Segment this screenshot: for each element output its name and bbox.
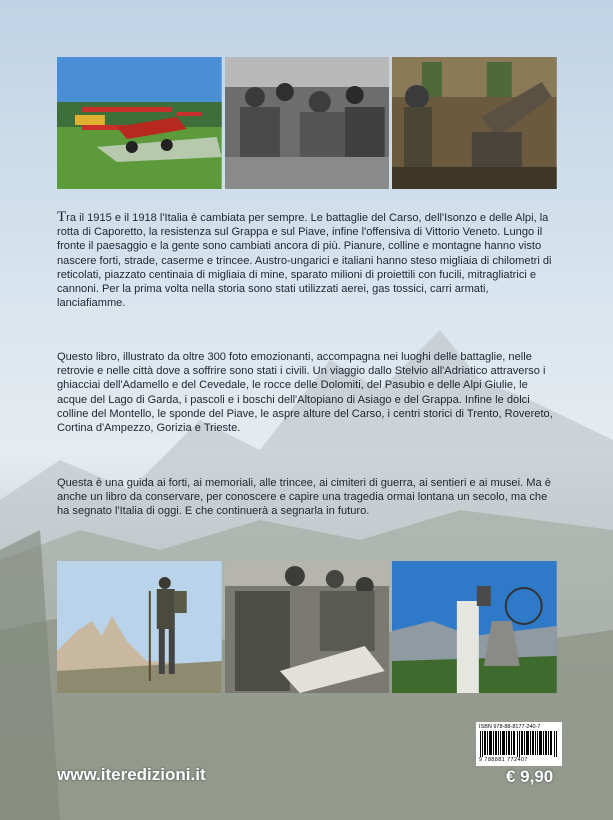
biplane-photo	[57, 57, 222, 189]
publisher-website[interactable]: www.iteredizioni.it	[57, 765, 206, 784]
memorial-bell-photo	[392, 561, 557, 693]
bottom-photo-strip	[57, 561, 557, 693]
barcode-box	[476, 722, 562, 766]
isbn-label: ISBN 978-88-8177-240-7	[479, 724, 541, 730]
price-label: € 9,90	[506, 767, 554, 786]
book-description-paragraph: Questo libro, illustrato da oltre 300 foto emozionanti, accompagna nei luoghi delle battaglie, nelle retrovie e nelle città dove a soffrire sono stati i civili. Un viaggio dallo Stelvio all'Adriatico attraverso i ghiacciai dell'Adamello e del Cevedale, le rocce delle Dolomiti, del Pasubio e delle Alpi Giulie, le acque del Lago di Garda, i pascoli e i boschi dell'Altopiano di Asiago e del Grappa. Infine le dolci colline del Montello, le sponde del Piave, le aspre alture del Carso, i centri storici di Trento, Rovereto, Cortina d'Ampezzo, Gorizia e Trieste.	[57, 351, 553, 435]
ean-number: 9 788881 772407	[479, 757, 528, 763]
top-photo-strip	[57, 57, 557, 189]
soldiers-trench-photo	[225, 57, 390, 189]
museum-cannon-photo	[392, 57, 557, 189]
officers-map-photo	[225, 561, 390, 693]
intro-text: ra il 1915 e il 1918 l'Italia è cambiata per sempre. Le battaglie del Carso, dell'Isonzo e delle Alpi, la rotta di Caporetto, la resistenza sul Grappa e sul Piave, infine l'offensiva di Vittorio Veneto. Lungo il fronte il paesaggio e la gente sono cambiati ancora di più. Pianure, colline e montagne hanno visto nascere forti, strade, caserme e trincee. Austro-ungarici e italiani hanno steso migliaia di chilometri di reticolati, piazzato centinaia di migliaia di mine, sparato milioni di proiettili con fucili, mitragliatrici e cannoni. Per la prima volta nella storia sono stati utilizzati aerei, gas tossici, carri armati, lanciafiamme.	[57, 212, 552, 310]
barcode-image	[479, 731, 559, 757]
intro-paragraph	[57, 210, 557, 310]
guide-paragraph: Questa è una guida ai forti, ai memoriali, alle trincee, ai cimiteri di guerra, ai sentieri e ai musei. Ma è anche un libro da conservare, per conoscere e capire una tragedia ormai lontana un secolo, ma che ha segnato l'Italia di oggi. E che continuerà a segnarla in futuro.	[57, 477, 551, 518]
soldier-dolomites-photo	[57, 561, 222, 693]
drop-cap: T	[57, 209, 67, 225]
